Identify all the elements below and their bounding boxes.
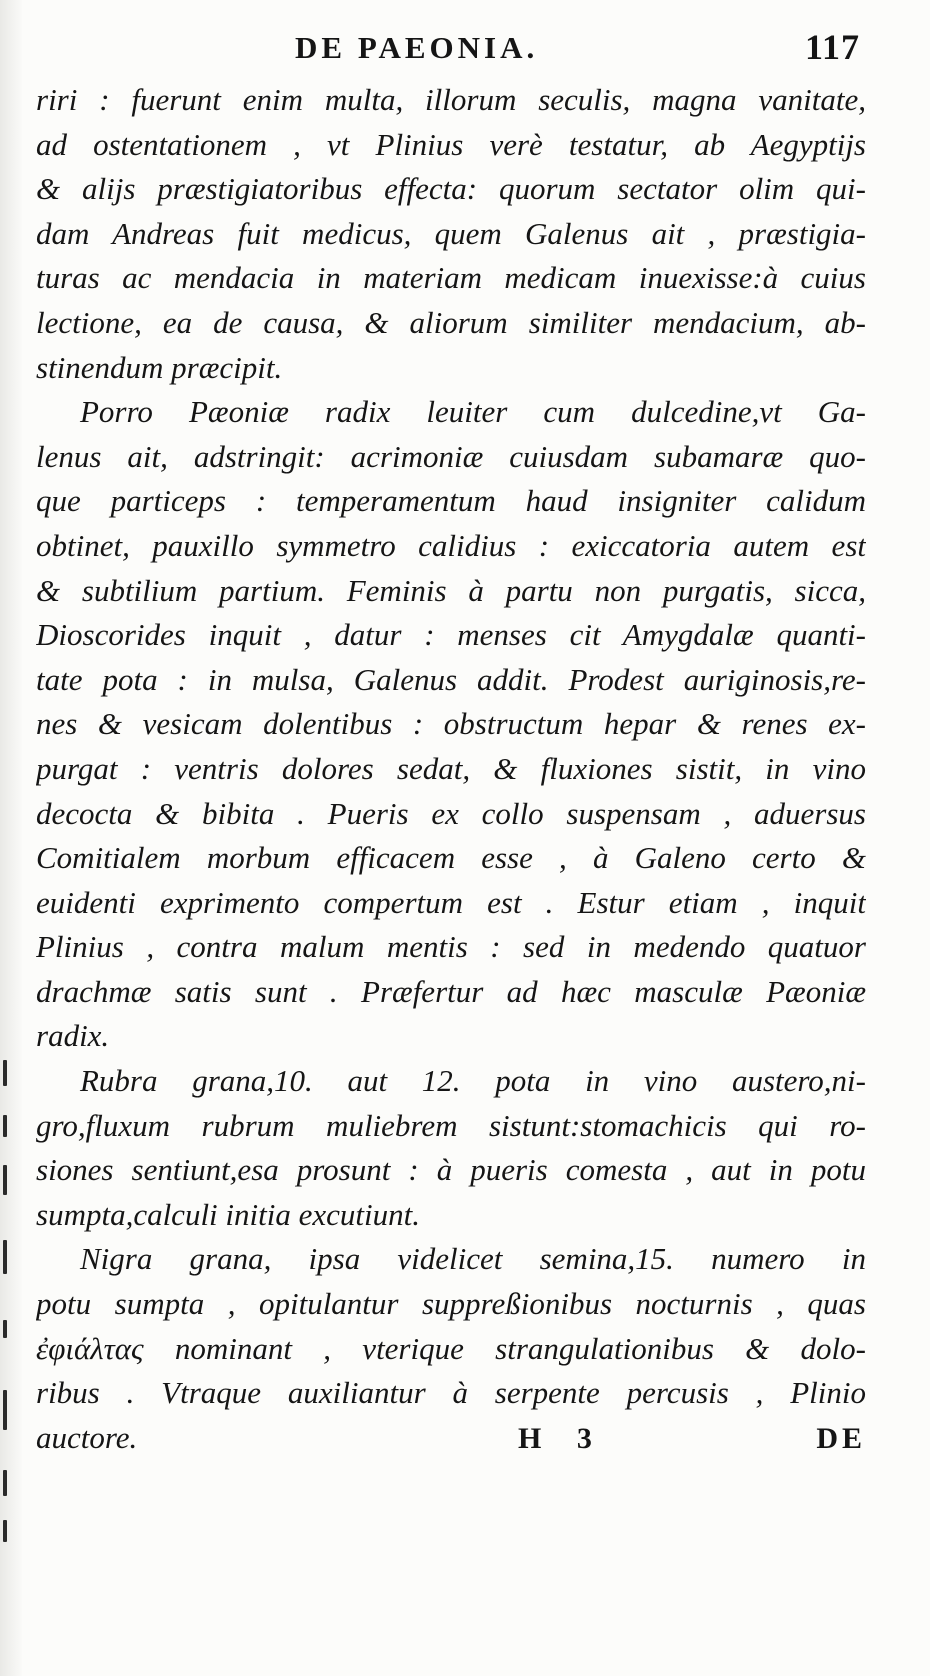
text-line: stinendum præcipit.	[36, 349, 283, 385]
text-line: dam Andreas fuit medicus, quem Galenus ait , præstigia-	[36, 215, 866, 251]
page-footer	[36, 1422, 866, 1472]
gutter-mark	[3, 1390, 7, 1430]
signature-mark: H 3	[518, 1422, 606, 1455]
text-line: ribus . Vtraque auxiliantur à serpente percusis , Plinio	[36, 1375, 866, 1411]
gutter-mark	[3, 1060, 7, 1086]
text-line: lectione, ea de causa, & aliorum similiter mendacium, ab-	[36, 304, 866, 340]
text-line: tate pota : in mulsa, Galenus addit. Prodest auriginosis,re-	[36, 661, 866, 697]
text-line: obtinet, pauxillo symmetro calidius : exiccatoria autem est	[36, 527, 866, 563]
text-line: radix.	[36, 1018, 110, 1054]
text-line: sumpta,calculi initia excutiunt.	[36, 1196, 420, 1232]
gutter-mark	[3, 1470, 7, 1496]
text-line: Plinius , contra malum mentis : sed in medendo quatuor	[36, 929, 866, 965]
text-line: ἐφιάλτας nominant , vterique strangulationibus & dolo-	[36, 1330, 866, 1366]
text-line: decocta & bibita . Pueris ex collo suspensam , aduersus	[36, 795, 866, 831]
gutter-mark	[3, 1165, 7, 1195]
text-line: lenus ait, adstringit: acrimoniæ cuiusdam subamaræ quo-	[36, 438, 866, 474]
page-number: 117	[804, 27, 860, 67]
text-line: que particeps : temperamentum haud insigniter calidum	[36, 483, 866, 519]
gutter-mark	[3, 1320, 7, 1338]
page-gutter	[0, 0, 22, 1676]
running-title: DE PAEONIA.	[295, 30, 539, 65]
catchword: DE	[816, 1422, 866, 1455]
paragraph-start-line: Nigra grana, ipsa videlicet semina,15. numero in	[80, 1241, 866, 1277]
text-line: gro,fluxum rubrum muliebrem sistunt:stomachicis qui ro-	[36, 1107, 866, 1143]
text-line: ad ostentationem , vt Plinius verè testatur, ab Aegyptijs	[36, 126, 866, 162]
text-line: turas ac mendacia in materiam medicam inuexisse:à cuius	[36, 260, 866, 296]
text-line: auctore.	[36, 1419, 138, 1455]
paragraph-start-line: Porro Pæoniæ radix leuiter cum dulcedine,vt Ga-	[80, 394, 866, 430]
text-line: potu sumpta , opitulantur suppreßionibus nocturnis , quas	[36, 1286, 866, 1322]
text-line: siones sentiunt,esa prosunt : à pueris comesta , aut in potu	[36, 1152, 866, 1188]
gutter-mark	[3, 1240, 7, 1274]
gutter-mark	[3, 1115, 7, 1137]
text-line: & subtilium partium. Feminis à partu non purgatis, sicca,	[36, 572, 866, 608]
text-line: purgat : ventris dolores sedat, & fluxiones sistit, in vino	[36, 750, 866, 786]
text-line: riri : fuerunt enim multa, illorum seculis, magna vanitate,	[36, 82, 866, 117]
text-line: euidenti exprimento compertum est . Estur etiam , inquit	[36, 884, 866, 920]
body-text	[36, 78, 866, 1460]
text-line: Comitialem morbum efficacem esse , à Galeno certo &	[36, 840, 866, 876]
text-line: drachmæ satis sunt . Præfertur ad hæc masculæ Pæoniæ	[36, 973, 866, 1009]
running-head	[40, 27, 860, 76]
text-line: & alijs præstigiatoribus effecta: quorum sectator olim qui-	[36, 171, 866, 207]
gutter-mark	[3, 1520, 7, 1542]
text-line: Dioscorides inquit , datur : menses cit Amygdalæ quanti-	[36, 617, 866, 653]
paragraph-start-line: Rubra grana,10. aut 12. pota in vino austero,ni-	[80, 1063, 866, 1099]
text-line: nes & vesicam dolentibus : obstructum hepar & renes ex-	[36, 706, 866, 742]
